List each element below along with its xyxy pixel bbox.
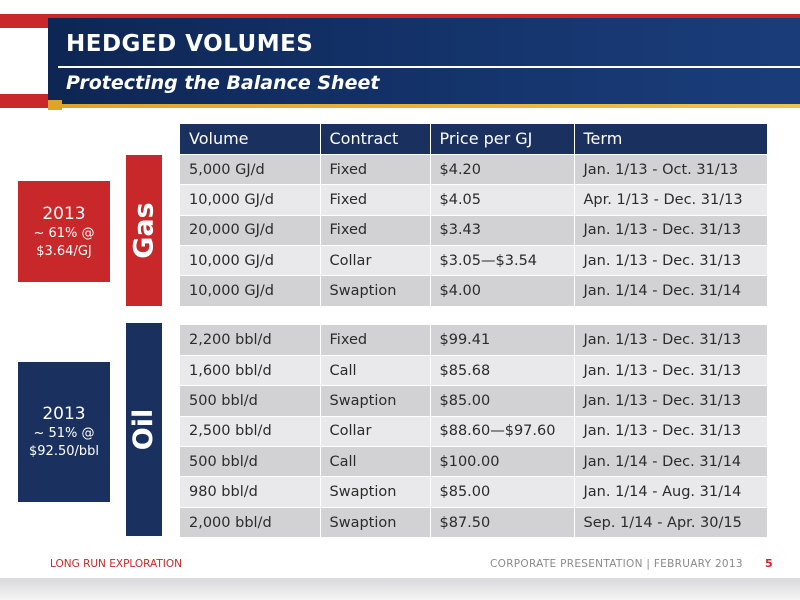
cell-term: Jan. 1/13 - Dec. 31/13 [574,325,767,355]
cell-term: Jan. 1/13 - Dec. 31/13 [574,355,767,385]
cell-price: $100.00 [430,447,574,477]
cell-volume: 980 bbl/d [180,477,320,507]
gas-summary-box [18,181,110,282]
cell-contract: Swaption [320,507,430,537]
footer-presentation-label: CORPORATE PRESENTATION | FEBRUARY 2013 [490,558,743,570]
header-left-panel [0,28,48,94]
column-header-contract: Contract [320,124,430,154]
cell-price: $3.05—$3.54 [430,246,574,276]
cell-price: $99.41 [430,325,574,355]
gas-category-text: Gas [128,202,160,259]
cell-contract: Swaption [320,386,430,416]
column-header-volume: Volume [180,124,320,154]
page-number: 5 [765,557,773,570]
table-row [180,477,767,507]
cell-volume: 20,000 GJ/d [180,215,320,245]
oil-category-text: Oil [128,408,160,451]
oil-hedge-table [180,325,768,538]
cell-term: Jan. 1/13 - Dec. 31/13 [574,246,767,276]
cell-volume: 1,600 bbl/d [180,355,320,385]
table-row [180,355,767,385]
cell-contract: Fixed [320,185,430,215]
cell-price: $4.00 [430,276,574,306]
cell-term: Apr. 1/13 - Dec. 31/13 [574,185,767,215]
header-divider [58,66,800,68]
cell-volume: 500 bbl/d [180,447,320,477]
cell-contract: Swaption [320,477,430,507]
cell-volume: 2,500 bbl/d [180,416,320,446]
cell-price: $85.68 [430,355,574,385]
page-subtitle: Protecting the Balance Sheet [66,72,380,94]
cell-volume: 10,000 GJ/d [180,276,320,306]
table-row [180,246,767,276]
table-row [180,507,767,537]
table-row [180,154,767,184]
table-row [180,215,767,245]
cell-price: $88.60—$97.60 [430,416,574,446]
cell-price: $85.00 [430,477,574,507]
footer-company-name: LONG RUN EXPLORATION [50,558,183,570]
table-row [180,185,767,215]
oil-summary-box [18,362,110,502]
cell-term: Jan. 1/13 - Dec. 31/13 [574,215,767,245]
cell-price: $3.43 [430,215,574,245]
cell-contract: Collar [320,416,430,446]
cell-contract: Fixed [320,325,430,355]
header-gold-stripe [58,104,800,108]
gas-category-label [126,155,162,306]
oil-summary-year: 2013 [42,404,86,424]
table-header-row [180,124,767,154]
cell-price: $87.50 [430,507,574,537]
footer-bar [0,578,800,600]
cell-term: Jan. 1/14 - Dec. 31/14 [574,447,767,477]
gas-hedge-table [180,124,768,307]
cell-term: Jan. 1/14 - Dec. 31/14 [574,276,767,306]
cell-volume: 10,000 GJ/d [180,185,320,215]
cell-volume: 2,200 bbl/d [180,325,320,355]
cell-term: Jan. 1/13 - Oct. 31/13 [574,154,767,184]
cell-volume: 500 bbl/d [180,386,320,416]
cell-contract: Fixed [320,215,430,245]
cell-contract: Call [320,447,430,477]
table-row [180,386,767,416]
gas-summary-year: 2013 [42,203,86,224]
cell-volume: 2,000 bbl/d [180,507,320,537]
page-title: HEDGED VOLUMES [66,31,314,57]
table-row [180,447,767,477]
cell-volume: 5,000 GJ/d [180,154,320,184]
cell-contract: Collar [320,246,430,276]
cell-price: $85.00 [430,386,574,416]
cell-price: $4.05 [430,185,574,215]
cell-term: Jan. 1/13 - Dec. 31/13 [574,386,767,416]
cell-term: Jan. 1/13 - Dec. 31/13 [574,416,767,446]
oil-category-label [126,323,162,536]
table-row [180,416,767,446]
gas-summary-percent: ~ 61% @ [33,225,95,241]
cell-term: Sep. 1/14 - Apr. 30/15 [574,507,767,537]
column-header-term: Term [574,124,767,154]
table-row [180,325,767,355]
cell-volume: 10,000 GJ/d [180,246,320,276]
gas-summary-price: $3.64/GJ [36,243,92,259]
oil-summary-price: $92.50/bbl [29,444,99,459]
cell-contract: Swaption [320,276,430,306]
cell-price: $4.20 [430,154,574,184]
cell-term: Jan. 1/14 - Aug. 31/14 [574,477,767,507]
column-header-price: Price per GJ [430,124,574,154]
oil-summary-percent: ~ 51% @ [33,426,95,441]
table-row [180,276,767,306]
cell-contract: Call [320,355,430,385]
cell-contract: Fixed [320,154,430,184]
